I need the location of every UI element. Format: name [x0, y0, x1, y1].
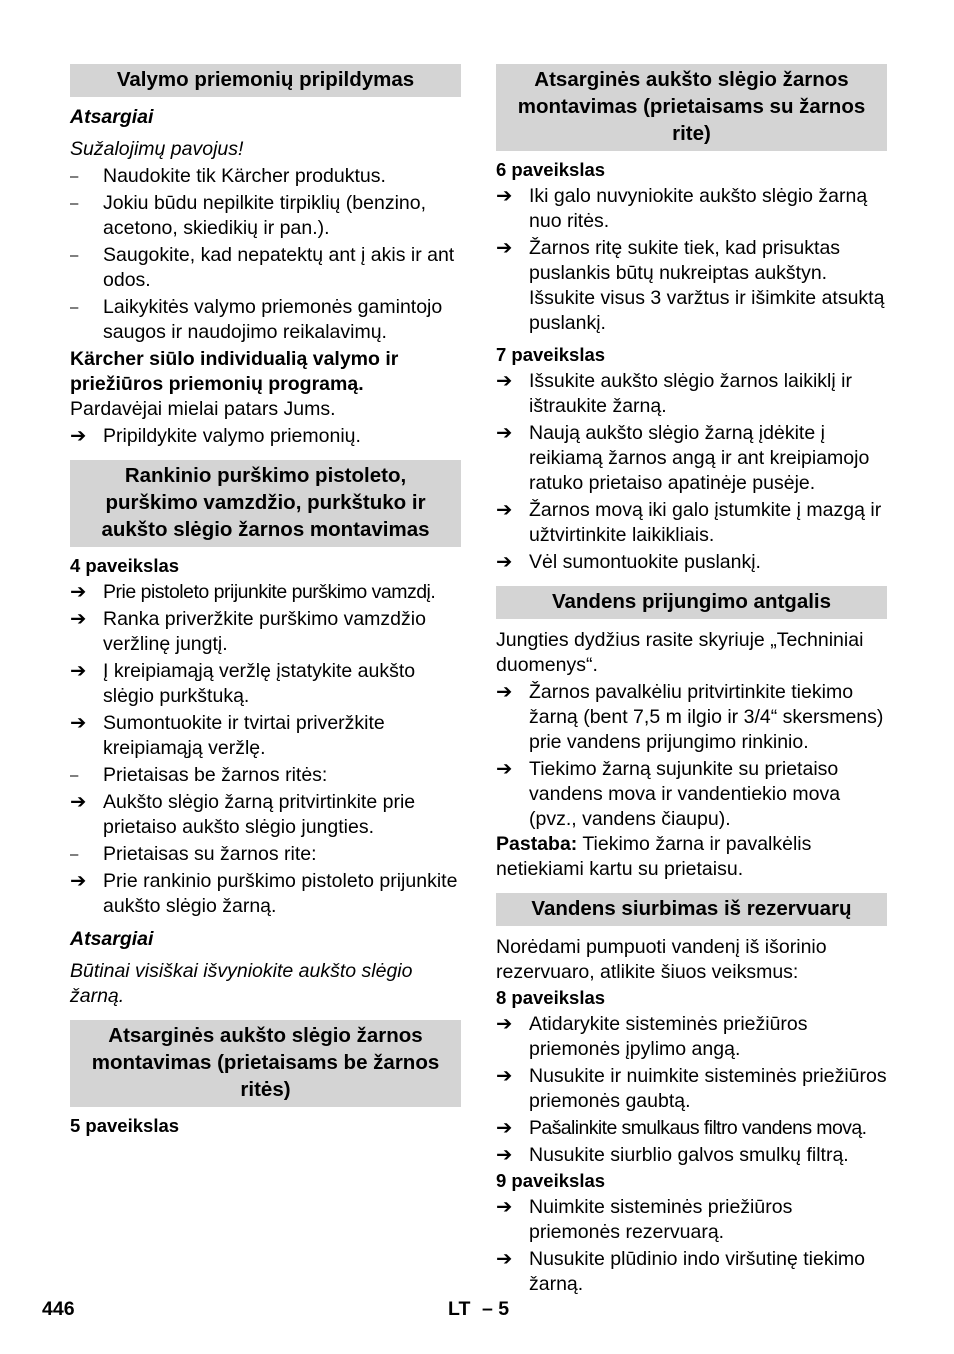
arrow-icon: ➔ — [496, 185, 513, 207]
arrow-icon: ➔ — [496, 422, 513, 444]
caution-title: Atsargiai — [70, 928, 154, 950]
arrow-icon: ➔ — [496, 681, 513, 703]
action-item: ➔ Nusukite plūdinio indo viršutinę tiekimo žarną. — [496, 1248, 866, 1295]
right-column — [496, 64, 887, 1297]
arrow-icon: ➔ — [496, 758, 513, 780]
dash-marker: – — [70, 168, 79, 185]
note-text: Tiekimo žarna ir pavalkėlis netiekiami kartu su prietaisu. — [496, 833, 812, 880]
action-item: ➔ Nusukite siurblio galvos smulkų filtrą. — [496, 1144, 849, 1166]
arrow-icon: ➔ — [496, 551, 513, 573]
arrow-icon: ➔ — [496, 1117, 513, 1139]
arrow-icon: ➔ — [70, 870, 87, 892]
paragraph: Norėdami pumpuoti vandenį iš išorinio rezervuaro, atlikite šiuos veiksmus: — [496, 936, 827, 983]
action-item: ➔ Prie pistoleto prijunkite purškimo vamzdį. — [70, 581, 436, 603]
section-heading-water-connection: Vandens prijungimo antgalis — [496, 586, 887, 619]
dash-marker: – — [70, 247, 79, 264]
section-heading-spare-hose-with-reel: Atsarginės aukšto slėgio žarnos montavimas (prietaisams su žarnos rite) — [496, 64, 887, 151]
arrow-icon: ➔ — [70, 425, 87, 447]
figure-ref: 9 paveikslas — [496, 1170, 606, 1191]
dash-marker: – — [70, 195, 79, 212]
arrow-icon: ➔ — [70, 581, 87, 603]
arrow-icon: ➔ — [496, 1248, 513, 1270]
section-heading-spare-hose-no-reel: Atsarginės aukšto slėgio žarnos montavimas (prietaisams be žarnos ritės) — [70, 1020, 461, 1107]
arrow-icon: ➔ — [496, 1144, 513, 1166]
list-item: – Prietaisas su žarnos rite: — [70, 843, 317, 865]
note — [496, 832, 887, 882]
arrow-icon: ➔ — [496, 237, 513, 259]
note-label: Pastaba: — [496, 833, 578, 855]
action-item: ➔ Tiekimo žarną sujunkite su prietaiso vandens mova ir vandentiekio mova (pvz., vandens čiaupu). — [496, 758, 841, 830]
arrow-icon: ➔ — [496, 1065, 513, 1087]
list-item: – Jokiu būdu nepilkite tirpiklių (benzino, acetono, skiedikių ir pan.). — [70, 192, 427, 239]
action-item: ➔ Sumontuokite ir tvirtai priveržkite kreipiamąją veržlę. — [70, 712, 385, 759]
action-item: ➔ Nusukite ir nuimkite sisteminės priežiūros priemonės gaubtą. — [496, 1065, 887, 1112]
action-item: ➔ Vėl sumontuokite puslankį. — [496, 551, 761, 573]
paragraph: Jungties dydžius rasite skyriuje „Techniniai duomenys“. — [496, 629, 864, 676]
action-item: ➔ Pašalinkite smulkaus filtro vandens movą. — [496, 1117, 867, 1139]
action-item: ➔ Žarnos pavalkėliu pritvirtinkite tiekimo žarną (bent 7,5 m ilgio ir 3/4“ skersmens) prie vandens prijungimo rinkinio. — [496, 681, 884, 753]
action-item: ➔ Žarnos ritę sukite tiek, kad prisuktas puslankis būtų nukreiptas aukštyn. Išsukite visus 3 varžtus ir išimkite atsuktą puslankį. — [496, 237, 885, 334]
arrow-icon: ➔ — [70, 660, 87, 682]
list-item: – Prietaisas be žarnos ritės: — [70, 764, 328, 786]
arrow-icon: ➔ — [70, 712, 87, 734]
language-code: LT — [448, 1298, 471, 1320]
figure-ref: 5 paveikslas — [70, 1115, 180, 1136]
list-item: – Naudokite tik Kärcher produktus. — [70, 165, 386, 187]
action-item: ➔ Atidarykite sisteminės priežiūros priemonės įpylimo angą. — [496, 1013, 808, 1060]
action-item: ➔ Ranka priveržkite purškimo vamzdžio veržlinę jungtį. — [70, 608, 426, 655]
list-item: – Saugokite, kad nepatektų ant į akis ir ant odos. — [70, 244, 455, 291]
caution-text: Būtinai visiškai išvyniokite aukšto slėgio žarną. — [70, 960, 413, 1007]
action-item: ➔ Žarnos movą iki galo įstumkite į mazgą ir užtvirtinkite laikikliais. — [496, 499, 882, 546]
section-heading-cleaning-agent: Valymo priemonių pripildymas — [70, 64, 461, 97]
left-column — [70, 64, 461, 1138]
action-item: ➔ Nuimkite sisteminės priežiūros priemonės rezervuarą. — [496, 1196, 793, 1243]
arrow-icon: ➔ — [496, 499, 513, 521]
arrow-icon: ➔ — [496, 370, 513, 392]
action-item: ➔ Išsukite aukšto slėgio žarnos laikiklį ir ištraukite žarną. — [496, 370, 852, 417]
figure-ref: 4 paveikslas — [70, 555, 180, 576]
arrow-icon: ➔ — [496, 1013, 513, 1035]
action-item: ➔ Iki galo nuvyniokite aukšto slėgio žarną nuo ritės. — [496, 185, 868, 232]
action-item: ➔ Prie rankinio purškimo pistoleto prijunkite aukšto slėgio žarną. — [70, 870, 458, 917]
figure-ref: 7 paveikslas — [496, 344, 606, 365]
caution-title: Atsargiai — [70, 106, 154, 128]
action-item: ➔ Naują aukšto slėgio žarną įdėkite į reikiamą žarnos angą ir ant kreipiamojo ratuko prietaiso apatinėje pusėje. — [496, 422, 870, 494]
arrow-icon: ➔ — [70, 791, 87, 813]
dealer-note: Pardavėjai mielai patars Jums. — [70, 398, 336, 420]
page-reference: – 5 — [482, 1298, 510, 1320]
figure-ref: 8 paveikslas — [496, 987, 606, 1008]
section-heading-water-from-tank: Vandens siurbimas iš rezervuarų — [496, 893, 887, 926]
action-item: ➔ Pripildykite valymo priemonių. — [70, 425, 361, 447]
action-item: ➔ Aukšto slėgio žarną pritvirtinkite prie prietaiso aukšto slėgio jungties. — [70, 791, 416, 838]
figure-ref: 6 paveikslas — [496, 159, 606, 180]
dash-marker: – — [70, 299, 79, 316]
action-item: ➔ Į kreipiamąją veržlę įstatykite aukšto slėgio purkštuką. — [70, 660, 416, 707]
arrow-icon: ➔ — [496, 1196, 513, 1218]
list-item: – Laikykitės valymo priemonės gamintojo saugos ir naudojimo reikalavimų. — [70, 296, 443, 343]
dash-marker: – — [70, 767, 79, 784]
dash-marker: – — [70, 846, 79, 863]
page-number: 446 — [42, 1298, 75, 1320]
program-note: Kärcher siūlo individualią valymo ir priežiūros priemonių programą. — [70, 348, 399, 395]
caution-text: Sužalojimų pavojus! — [70, 138, 244, 160]
section-heading-spray-gun-assembly: Rankinio purškimo pistoleto, purškimo vamzdžio, purkštuko ir aukšto slėgio žarnos montavimas — [70, 460, 461, 547]
arrow-icon: ➔ — [70, 608, 87, 630]
